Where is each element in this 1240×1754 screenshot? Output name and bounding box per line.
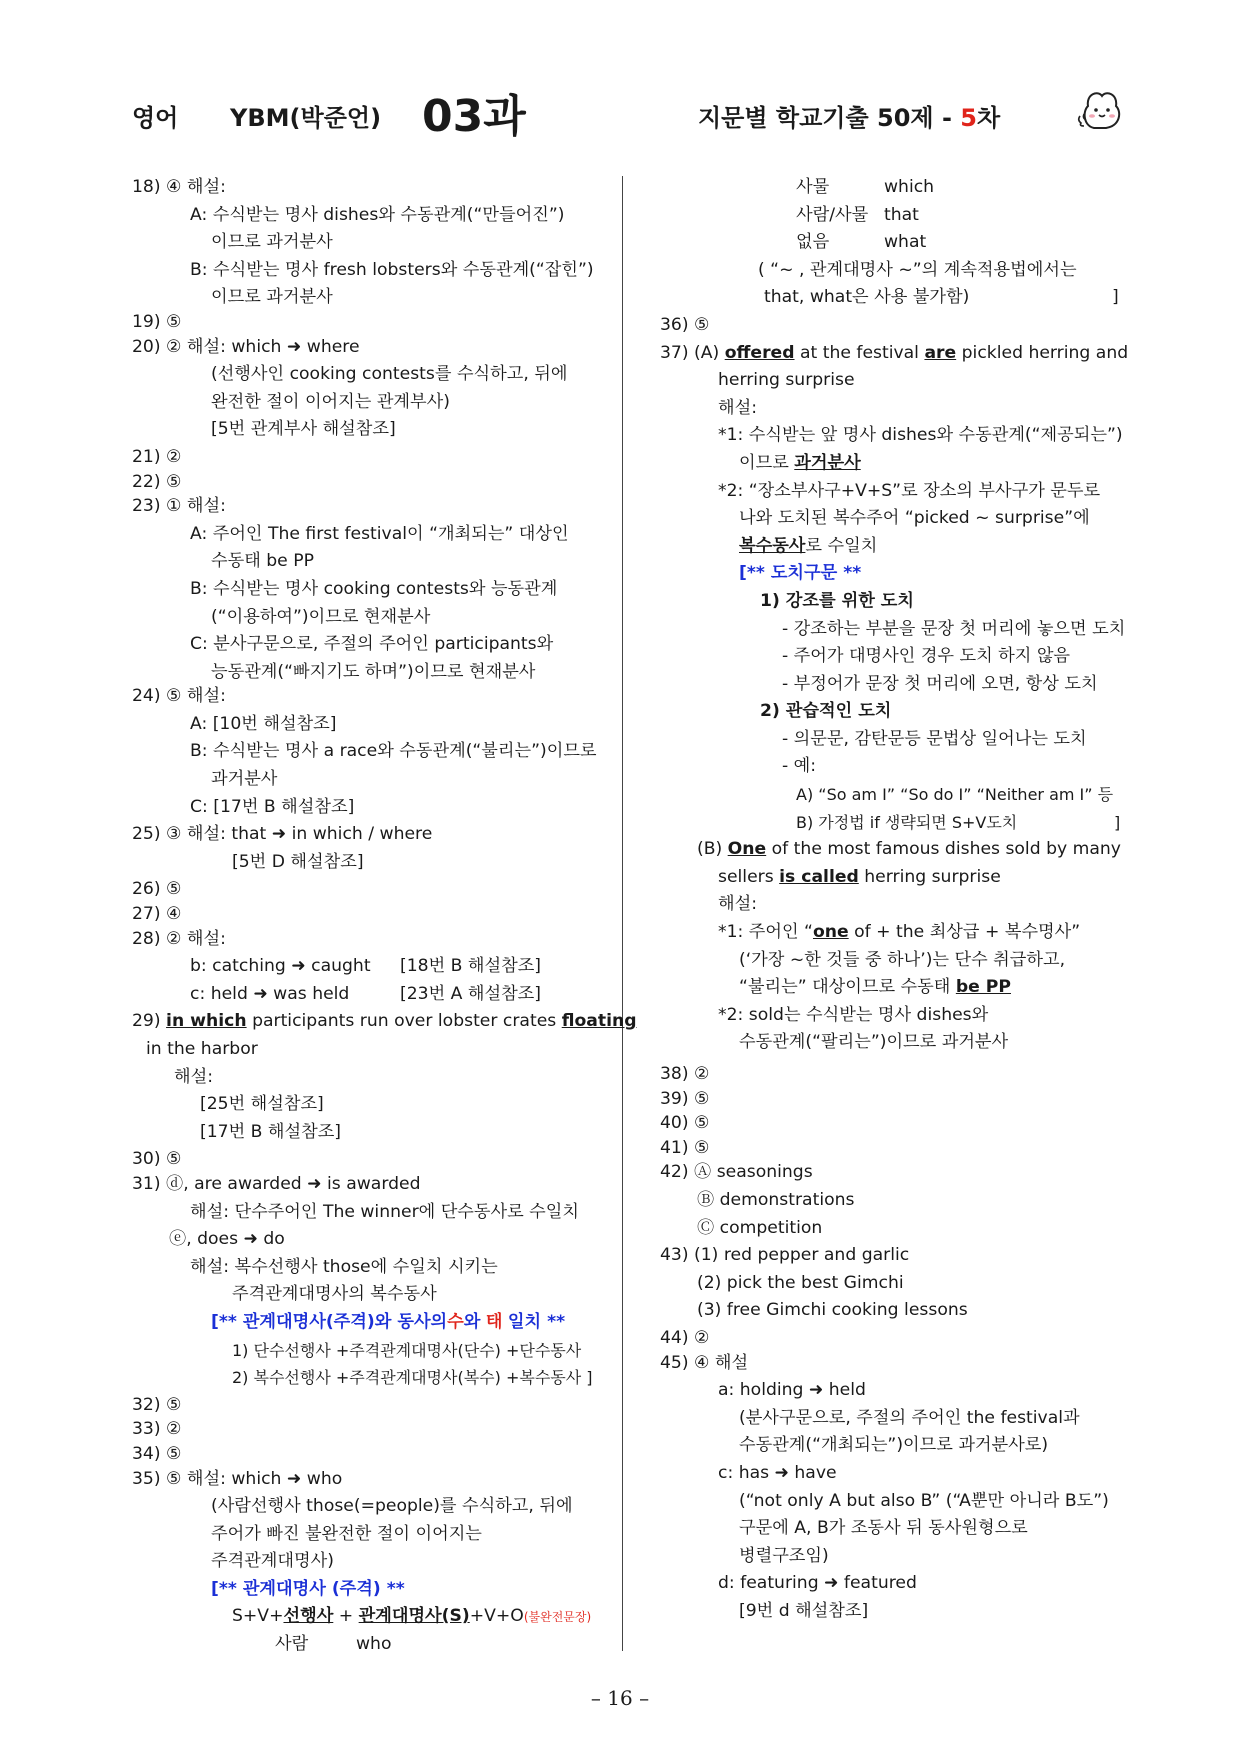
answer-line: [** 관계대명사 (주격) ** bbox=[211, 1578, 405, 1599]
bear-mascot-icon bbox=[1076, 84, 1128, 136]
answer-line: Ⓑ demonstrations bbox=[697, 1189, 855, 1210]
answer-line: 42) Ⓐ seasonings bbox=[660, 1162, 813, 1183]
answer-line: 1) 단수선행사 +주격관계대명사(단수) +단수동사 bbox=[232, 1340, 582, 1360]
answer-line: 44) ② bbox=[660, 1327, 710, 1348]
answer-line: (3) free Gimchi cooking lessons bbox=[697, 1300, 968, 1321]
answer-line: [9번 d 해설참조] bbox=[739, 1600, 869, 1621]
answer-line: 37) (A) offered at the festival are pickled herring and bbox=[660, 342, 1129, 363]
answer-line: - 강조하는 부분을 문장 첫 머리에 놓으면 도치 bbox=[782, 618, 1126, 639]
answer-line: ⓔ, does ➜ do bbox=[169, 1229, 285, 1250]
answer-line: 수동관계(“개최되는”)이므로 과거분사로) bbox=[739, 1435, 1049, 1456]
answer-line: 해설: bbox=[718, 894, 757, 915]
answer-line: 없음 what bbox=[796, 232, 927, 253]
answer-line: A: [10번 해설참조] bbox=[190, 713, 337, 734]
answer-line: 36) ⑤ bbox=[660, 314, 710, 335]
title-sep: - bbox=[941, 104, 952, 132]
answer-line: b: catching ➜ caught [18번 B 해설참조] bbox=[190, 956, 542, 977]
answer-line: (“이용하여”)이므로 현재분사 bbox=[211, 606, 431, 627]
answer-line: (선행사인 cooking contests를 수식하고, 뒤에 bbox=[211, 364, 568, 385]
answer-line: 해설: 단수주어인 The winner에 단수동사로 수일치 bbox=[190, 1201, 579, 1222]
answer-line: - 의문문, 감탄문등 문법상 일어나는 도치 bbox=[782, 728, 1087, 749]
answer-line: (분사구문으로, 주절의 주어인 the festival과 bbox=[739, 1407, 1080, 1428]
answer-line: 19) ⑤ bbox=[132, 311, 182, 332]
answer-line: 나와 도치된 복수주어 “picked ~ surprise”에 bbox=[739, 508, 1090, 529]
answer-line: *1: 수식받는 앞 명사 dishes와 수동관계(“제공되는”) bbox=[718, 425, 1123, 446]
title-round-suffix: 차 bbox=[976, 104, 1001, 132]
left-column bbox=[132, 174, 637, 1659]
worksheet-title bbox=[698, 98, 1000, 133]
answer-line: 32) ⑤ bbox=[132, 1394, 182, 1415]
answer-line: 27) ④ bbox=[132, 904, 182, 925]
answer-line: 이므로 과거분사 bbox=[211, 232, 333, 253]
answer-line: 복수동사로 수일치 bbox=[739, 535, 878, 556]
answer-line: A: 수식받는 명사 dishes와 수동관계(“만들어진”) bbox=[190, 204, 565, 225]
answer-line: 33) ② bbox=[132, 1419, 182, 1440]
answer-line: 2) 복수선행사 +주격관계대명사(복수) +복수동사 ] bbox=[232, 1368, 593, 1388]
page-number: – 16 – bbox=[590, 1686, 650, 1710]
answer-line: Ⓒ competition bbox=[697, 1217, 823, 1238]
answer-line: 완전한 절이 이어지는 관계부사) bbox=[211, 391, 450, 412]
answer-line: B: 수식받는 명사 fresh lobsters와 수동관계(“잡힌”) bbox=[190, 259, 594, 280]
answer-line: [17번 B 해설참조] bbox=[200, 1121, 342, 1142]
answer-line: [** 도치구문 ** bbox=[739, 563, 862, 584]
answer-line: 23) ① 해설: bbox=[132, 496, 226, 517]
answer-line: “불리는” 대상이므로 수동태 be PP bbox=[739, 977, 1011, 998]
answer-line: 수동관계(“팔리는”)이므로 과거분사 bbox=[739, 1032, 1009, 1053]
answer-line: 해설: bbox=[718, 397, 757, 418]
answer-line: 28) ② 해설: bbox=[132, 928, 226, 949]
answer-line: (‘가장 ~한 것들 중 하나’)는 단수 취급하고, bbox=[739, 949, 1066, 970]
answer-line: 구문에 A, B가 조동사 뒤 동사원형으로 bbox=[739, 1518, 1028, 1539]
answer-line: 2) 관습적인 도치 bbox=[760, 701, 892, 722]
answer-line: 20) ② 해설: which ➜ where bbox=[132, 336, 360, 357]
answer-line: 1) 강조를 위한 도치 bbox=[760, 590, 914, 611]
answer-line: d: featuring ➜ featured bbox=[718, 1573, 917, 1594]
answer-line: B) 가정법 if 생략되면 S+V도치 ] bbox=[796, 812, 1121, 832]
title-main: 지문별 학교기출 50제 bbox=[698, 104, 934, 132]
answer-line: 이므로 과거분사 bbox=[739, 452, 861, 473]
answer-line: 해설: bbox=[174, 1066, 213, 1087]
answer-line: [5번 D 해설참조] bbox=[232, 851, 364, 872]
answer-line: 25) ③ 해설: that ➜ in which / where bbox=[132, 824, 433, 845]
answer-line: [25번 해설참조] bbox=[200, 1094, 324, 1115]
answer-line: ( “~ , 관계대명사 ~”의 계속적용법에서는 bbox=[758, 259, 1077, 280]
answer-line: c: held ➜ was held [23번 A 해설참조] bbox=[190, 983, 541, 1004]
answer-line: 주어가 빠진 불완전한 절이 이어지는 bbox=[211, 1523, 482, 1544]
answer-line: 주격관계대명사) bbox=[211, 1551, 334, 1572]
answer-line: 사물 which bbox=[796, 177, 935, 197]
answer-line: S+V+선행사 + 관계대명사(S)+V+O(불완전문장) bbox=[232, 1606, 592, 1627]
answer-line: 이므로 과거분사 bbox=[211, 287, 333, 308]
answer-line: that, what은 사용 불가함) ] bbox=[764, 287, 1119, 308]
answer-line: in the harbor bbox=[146, 1039, 258, 1059]
answer-line: 34) ⑤ bbox=[132, 1443, 182, 1464]
answer-line: 해설: 복수선행사 those에 수일치 시키는 bbox=[190, 1256, 498, 1277]
answer-line: 29) in which participants run over lobster crates floating bbox=[132, 1011, 637, 1032]
answer-line: - 예: bbox=[782, 756, 817, 777]
answer-line: [** 관계대명사(주격)와 동사의수와 태 일치 ** bbox=[211, 1311, 566, 1332]
answer-line: 사람 who bbox=[275, 1634, 392, 1655]
answer-line: 35) ⑤ 해설: which ➜ who bbox=[132, 1468, 343, 1489]
answer-line: (“not only A but also B” (“A뿐만 아니라 B도”) bbox=[739, 1490, 1109, 1511]
page-header bbox=[0, 0, 1240, 160]
answer-line: 39) ⑤ bbox=[660, 1088, 710, 1109]
answer-line: C: [17번 B 해설참조] bbox=[190, 796, 355, 817]
answer-line: 24) ⑤ 해설: bbox=[132, 686, 226, 707]
answer-line: 사람/사물 that bbox=[796, 204, 919, 225]
answer-line: (사람선행사 those(=people)를 수식하고, 뒤에 bbox=[211, 1496, 573, 1517]
answer-line: 38) ② bbox=[660, 1064, 710, 1084]
answer-line: 과거분사 bbox=[211, 769, 278, 790]
column-divider bbox=[622, 176, 623, 1651]
publisher-label: YBM(박준언) bbox=[230, 104, 382, 132]
answer-line: - 주어가 대명사인 경우 도치 하지 않음 bbox=[782, 646, 1071, 667]
answer-line: a: holding ➜ held bbox=[718, 1380, 866, 1401]
answer-line: A) “So am I” “So do I” “Neither am I” 등 bbox=[796, 785, 1114, 805]
answer-line: - 부정어가 문장 첫 머리에 오면, 항상 도치 bbox=[782, 673, 1098, 694]
answer-line: C: 분사구문으로, 주절의 주어인 participants와 bbox=[190, 634, 554, 655]
answer-line: 26) ⑤ bbox=[132, 879, 182, 900]
answer-line: B: 수식받는 명사 cooking contests와 능동관계 bbox=[190, 578, 558, 599]
answer-line: 43) (1) red pepper and garlic bbox=[660, 1245, 910, 1266]
answer-line: 병렬구조임) bbox=[739, 1545, 829, 1566]
right-column bbox=[660, 174, 1130, 1625]
answer-line: 22) ⑤ bbox=[132, 471, 182, 492]
answer-line: 40) ⑤ bbox=[660, 1113, 710, 1134]
answer-line: 30) ⑤ bbox=[132, 1149, 182, 1170]
title-round-number: 5 bbox=[960, 104, 977, 132]
answer-line: 41) ⑤ bbox=[660, 1137, 710, 1158]
answer-line: 수동태 be PP bbox=[211, 551, 314, 572]
answer-line: c: has ➜ have bbox=[718, 1462, 837, 1483]
answer-line: *1: 주어인 “one of + the 최상급 + 복수명사” bbox=[718, 922, 1081, 943]
answer-line: [5번 관계부사 해설참조] bbox=[211, 419, 396, 440]
answer-line: 45) ④ 해설 bbox=[660, 1352, 749, 1373]
answer-line: *2: “장소부사구+V+S”로 장소의 부사구가 문두로 bbox=[718, 480, 1101, 501]
answer-line: sellers is called herring surprise bbox=[718, 866, 1001, 887]
answer-line: 31) ⓓ, are awarded ➜ is awarded bbox=[132, 1173, 421, 1194]
answer-line: B: 수식받는 명사 a race와 수동관계(“불리는”)이므로 bbox=[190, 741, 597, 762]
answer-line: 주격관계대명사의 복수동사 bbox=[232, 1284, 437, 1305]
answer-line: (2) pick the best Gimchi bbox=[697, 1272, 904, 1293]
answer-line: (B) One of the most famous dishes sold by many bbox=[697, 839, 1121, 860]
answer-line: herring surprise bbox=[718, 370, 855, 391]
answer-line: 능동관계(“빠지기도 하며”)이므로 현재분사 bbox=[211, 661, 536, 682]
answer-line: A: 주어인 The first festival이 “개최되는” 대상인 bbox=[190, 523, 569, 544]
answer-line: 18) ④ 해설: bbox=[132, 177, 226, 197]
answer-line: *2: sold는 수식받는 명사 dishes와 bbox=[718, 1004, 989, 1025]
answer-line: 21) ② bbox=[132, 446, 182, 467]
subject-label: 영어 bbox=[132, 104, 179, 132]
lesson-label: 03과 bbox=[422, 91, 526, 142]
